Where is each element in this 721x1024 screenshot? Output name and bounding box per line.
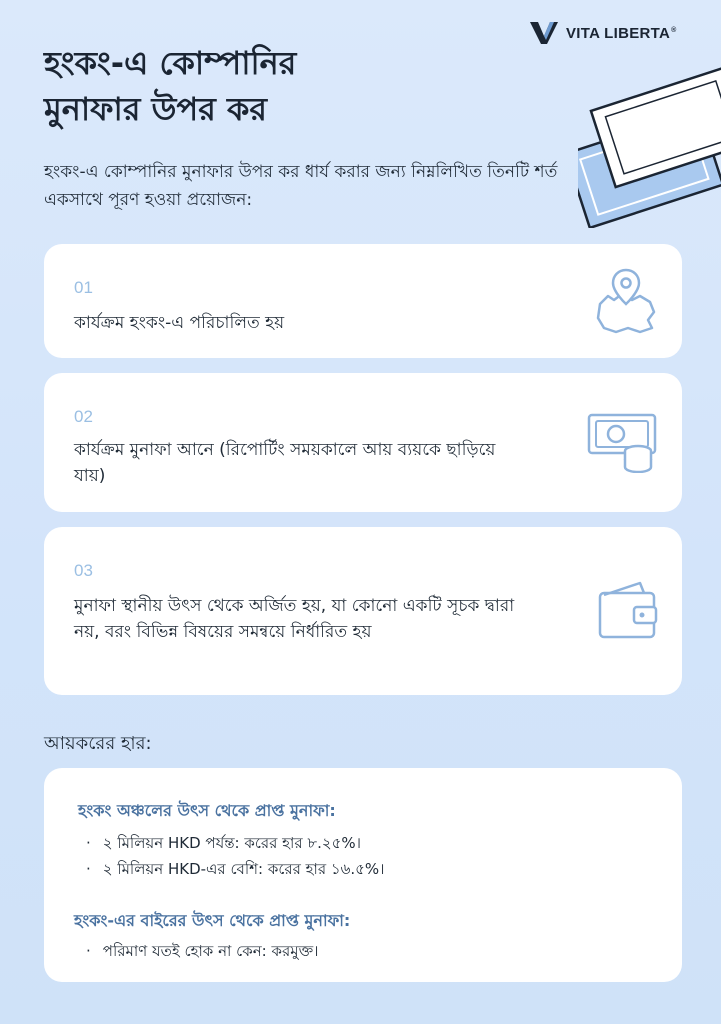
tax-rates-card xyxy=(44,768,682,982)
tax-rates-label: আয়করের হার: xyxy=(44,733,152,754)
page-title xyxy=(44,40,524,132)
foreign-rates-list xyxy=(86,938,319,964)
condition-text: কার্যক্রম মুনাফা আনে (রিপোর্টিং সময়কালে আয় ব্যয়কে ছাড়িয়ে যায়) xyxy=(74,440,496,486)
foreign-profits-heading: হংকং-এর বাইরের উৎস থেকে প্রাপ্ত মুনাফা: xyxy=(74,911,351,930)
condition-card-1 xyxy=(44,244,682,358)
banknotes-illustration-icon xyxy=(578,58,721,228)
list-item: · ২ মিলিয়ন HKD-এর বেশি: করের হার ১৬.৫%। xyxy=(86,860,385,878)
intro-text: হংকং-এ কোম্পানির মুনাফার উপর কর ধার্য করার জন্য নিম্নলিখিত তিনটি শর্ত একসাথে পূরণ হওয়া প্রয়োজন: xyxy=(44,162,558,210)
condition-text: মুনাফা স্থানীয় উৎস থেকে অর্জিত হয়, যা কোনো একটি সূচক দ্বারা নয়, বরং বিভিন্ন বিষয়ের সমন্বয়ে নির্ধারিত হয় xyxy=(74,596,515,642)
condition-card-3 xyxy=(44,527,682,695)
wallet-icon xyxy=(596,577,660,641)
title-line-2: মুনাফার উপর কর xyxy=(44,90,267,128)
brand-name: VITA LIBERTA® xyxy=(566,24,677,42)
condition-number: 01 xyxy=(74,278,93,297)
local-profits-heading: হংকং অঞ্চলের উৎস থেকে প্রাপ্ত মুনাফা: xyxy=(78,801,336,820)
condition-number: 02 xyxy=(74,407,93,426)
list-item: · ২ মিলিয়ন HKD পর্যন্ত: করের হার ৮.২৫%। xyxy=(86,834,362,852)
condition-card-2 xyxy=(44,373,682,512)
title-line-1: হংকং-এ কোম্পানির xyxy=(44,44,297,82)
brand-logo xyxy=(530,22,677,44)
list-item: · পরিমাণ যতই হোক না কেন: করমুক্ত। xyxy=(86,942,319,960)
local-rates-list xyxy=(86,830,385,882)
money-coins-icon xyxy=(586,411,660,473)
condition-text: কার্যক্রম হংকং-এ পরিচালিত হয় xyxy=(74,313,285,333)
map-pin-icon xyxy=(592,266,660,336)
vita-liberta-logo-icon xyxy=(530,22,560,44)
condition-number: 03 xyxy=(74,561,93,580)
